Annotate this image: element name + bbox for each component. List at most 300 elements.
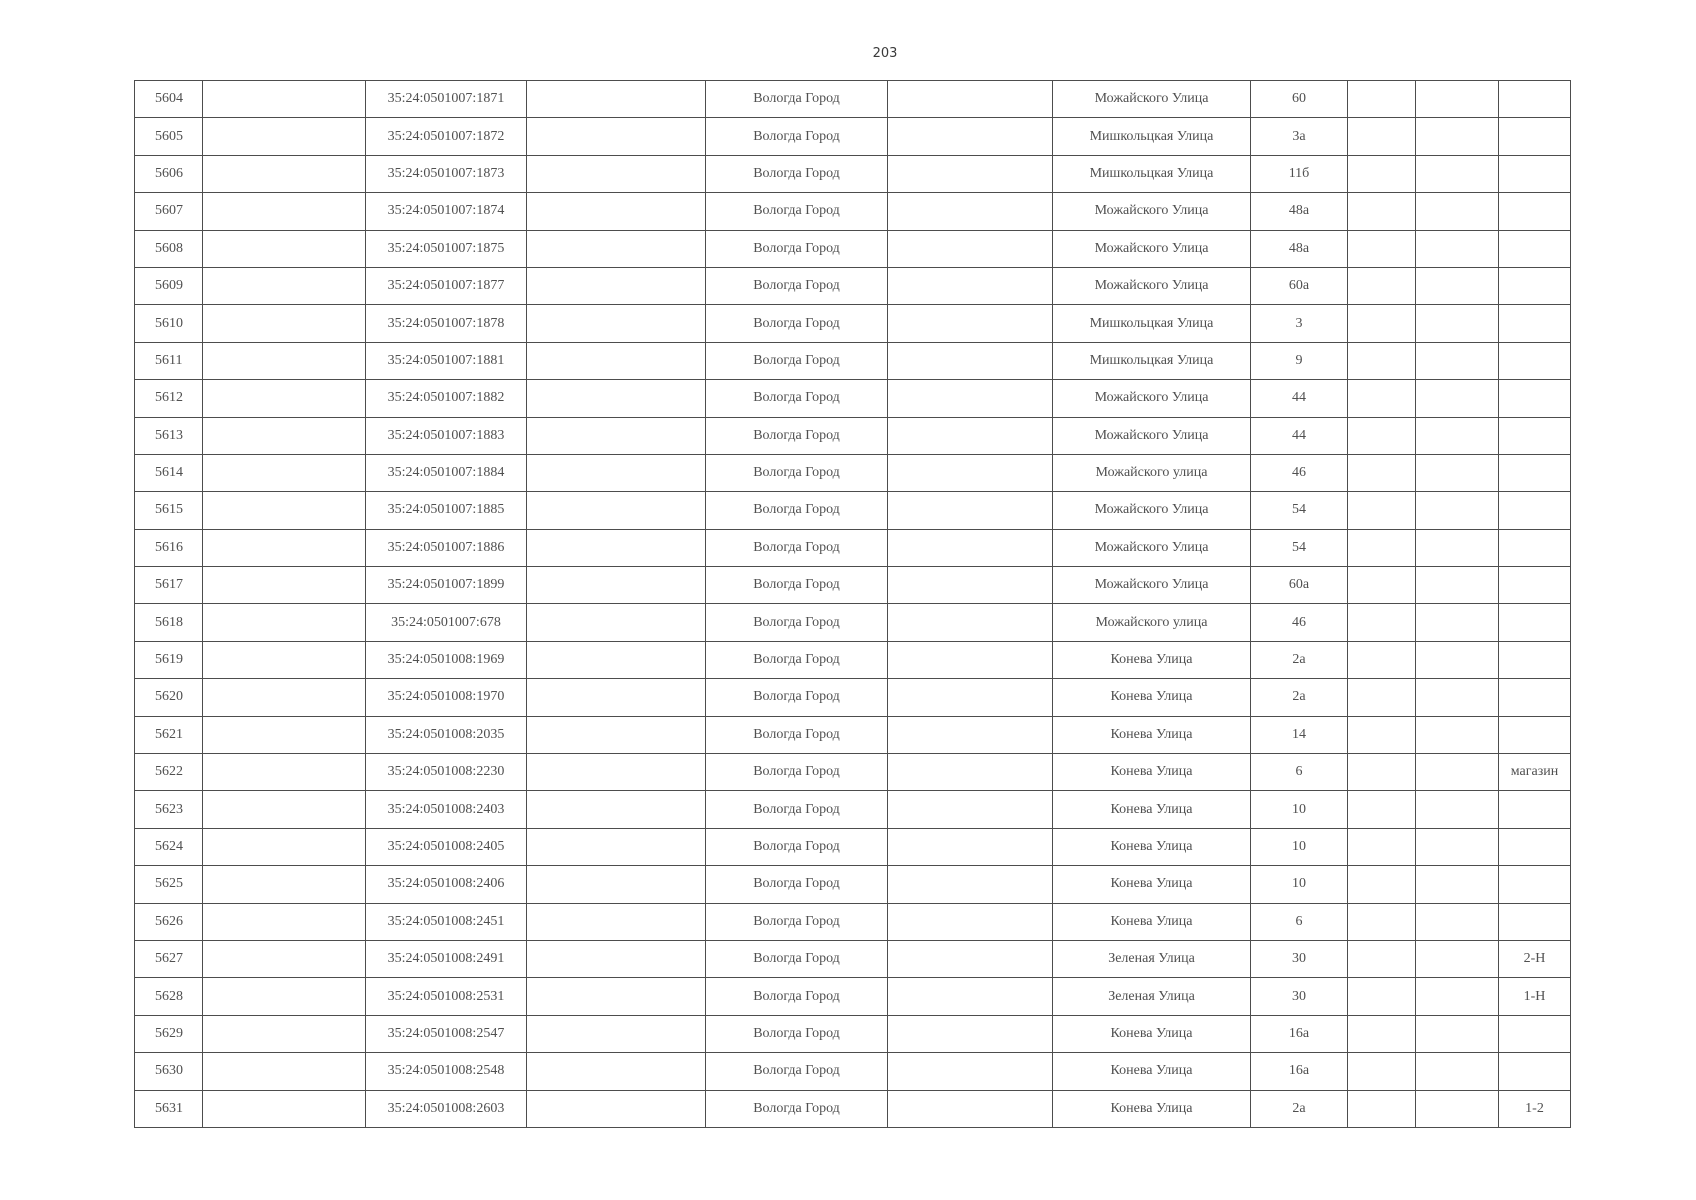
- cell-empty: [527, 230, 706, 267]
- cell-empty: [1348, 940, 1416, 977]
- cell-empty: [1348, 155, 1416, 192]
- cell-empty: [527, 81, 706, 118]
- cell-note: 1-2: [1499, 1090, 1571, 1127]
- cell-empty: [203, 417, 366, 454]
- cell-note: [1499, 567, 1571, 604]
- cell-empty: [888, 342, 1053, 379]
- cell-empty: [1416, 940, 1499, 977]
- cell-house: 60: [1251, 81, 1348, 118]
- cell-house: 54: [1251, 529, 1348, 566]
- cell-city: Вологда Город: [706, 567, 888, 604]
- cell-cadastral-number: 35:24:0501008:2451: [366, 903, 527, 940]
- cell-empty: [1416, 380, 1499, 417]
- cell-empty: [888, 978, 1053, 1015]
- cell-street: Можайского Улица: [1053, 567, 1251, 604]
- cell-city: Вологда Город: [706, 454, 888, 491]
- cell-city: Вологда Город: [706, 529, 888, 566]
- cell-street: Конева Улица: [1053, 1015, 1251, 1052]
- cell-cadastral-number: 35:24:0501007:1882: [366, 380, 527, 417]
- cell-note: [1499, 641, 1571, 678]
- table-row: [135, 492, 1571, 529]
- cell-house: 10: [1251, 791, 1348, 828]
- cell-empty: [527, 791, 706, 828]
- cell-empty: [203, 604, 366, 641]
- cell-street: Можайского улица: [1053, 604, 1251, 641]
- cell-house: 3: [1251, 305, 1348, 342]
- cell-empty: [1348, 1015, 1416, 1052]
- cell-empty: [888, 81, 1053, 118]
- cell-empty: [527, 342, 706, 379]
- cell-number: 5612: [135, 380, 203, 417]
- cell-empty: [203, 81, 366, 118]
- cell-house: 48а: [1251, 230, 1348, 267]
- cell-house: 10: [1251, 828, 1348, 865]
- cell-empty: [888, 230, 1053, 267]
- cell-empty: [203, 716, 366, 753]
- table-row: [135, 155, 1571, 192]
- cell-empty: [1416, 641, 1499, 678]
- cell-empty: [888, 529, 1053, 566]
- cell-empty: [888, 641, 1053, 678]
- cell-empty: [203, 118, 366, 155]
- table-row: [135, 118, 1571, 155]
- cell-cadastral-number: 35:24:0501008:2403: [366, 791, 527, 828]
- table-row: [135, 81, 1571, 118]
- cell-empty: [888, 567, 1053, 604]
- cell-empty: [203, 155, 366, 192]
- cell-empty: [203, 267, 366, 304]
- cell-empty: [888, 866, 1053, 903]
- cell-empty: [527, 679, 706, 716]
- cell-empty: [203, 1053, 366, 1090]
- cell-empty: [888, 193, 1053, 230]
- cell-cadastral-number: 35:24:0501007:1881: [366, 342, 527, 379]
- cell-empty: [203, 193, 366, 230]
- cell-note: [1499, 305, 1571, 342]
- cell-empty: [527, 380, 706, 417]
- cell-empty: [1416, 81, 1499, 118]
- cell-number: 5606: [135, 155, 203, 192]
- table-row: [135, 305, 1571, 342]
- cell-number: 5613: [135, 417, 203, 454]
- cell-empty: [1416, 903, 1499, 940]
- cell-street: Конева Улица: [1053, 679, 1251, 716]
- cell-empty: [888, 454, 1053, 491]
- cell-note: [1499, 716, 1571, 753]
- cell-note: [1499, 267, 1571, 304]
- cell-street: Конева Улица: [1053, 754, 1251, 791]
- cell-house: 16а: [1251, 1015, 1348, 1052]
- table-row: [135, 1090, 1571, 1127]
- cell-number: 5618: [135, 604, 203, 641]
- cell-street: Конева Улица: [1053, 903, 1251, 940]
- registry-body: [135, 81, 1571, 1128]
- cell-city: Вологда Город: [706, 716, 888, 753]
- cell-empty: [1416, 267, 1499, 304]
- cell-cadastral-number: 35:24:0501007:1899: [366, 567, 527, 604]
- cell-empty: [527, 267, 706, 304]
- cell-empty: [527, 641, 706, 678]
- cell-empty: [1348, 679, 1416, 716]
- cell-note: [1499, 380, 1571, 417]
- cell-cadastral-number: 35:24:0501007:1884: [366, 454, 527, 491]
- cell-empty: [1416, 791, 1499, 828]
- cell-note: [1499, 791, 1571, 828]
- cell-street: Можайского Улица: [1053, 230, 1251, 267]
- cell-house: 44: [1251, 417, 1348, 454]
- cell-empty: [203, 342, 366, 379]
- cell-city: Вологда Город: [706, 492, 888, 529]
- cell-street: Мишкольцкая Улица: [1053, 342, 1251, 379]
- cell-city: Вологда Город: [706, 866, 888, 903]
- cell-empty: [1348, 791, 1416, 828]
- cell-note: [1499, 417, 1571, 454]
- cell-number: 5630: [135, 1053, 203, 1090]
- cell-note: [1499, 342, 1571, 379]
- cell-empty: [1348, 903, 1416, 940]
- cell-empty: [527, 866, 706, 903]
- cell-empty: [1348, 380, 1416, 417]
- cell-empty: [1348, 81, 1416, 118]
- cell-empty: [203, 380, 366, 417]
- table-row: [135, 940, 1571, 977]
- cell-empty: [888, 791, 1053, 828]
- cell-empty: [1348, 978, 1416, 1015]
- cell-empty: [888, 417, 1053, 454]
- cell-cadastral-number: 35:24:0501008:1969: [366, 641, 527, 678]
- cell-empty: [888, 492, 1053, 529]
- table-row: [135, 529, 1571, 566]
- cell-house: 6: [1251, 754, 1348, 791]
- table-row: [135, 791, 1571, 828]
- cell-cadastral-number: 35:24:0501007:1871: [366, 81, 527, 118]
- cell-empty: [1348, 716, 1416, 753]
- cell-empty: [1416, 342, 1499, 379]
- cell-street: Конева Улица: [1053, 716, 1251, 753]
- cell-city: Вологда Город: [706, 604, 888, 641]
- cell-empty: [1416, 1090, 1499, 1127]
- cell-house: 60а: [1251, 567, 1348, 604]
- page-number: 203: [872, 46, 898, 61]
- cell-empty: [1348, 1053, 1416, 1090]
- cell-note: [1499, 492, 1571, 529]
- cell-street: Конева Улица: [1053, 1090, 1251, 1127]
- cell-note: магазин: [1499, 754, 1571, 791]
- cell-street: Можайского Улица: [1053, 267, 1251, 304]
- cell-city: Вологда Город: [706, 1015, 888, 1052]
- cell-house: 44: [1251, 380, 1348, 417]
- cell-note: [1499, 1053, 1571, 1090]
- cell-street: Конева Улица: [1053, 866, 1251, 903]
- cell-cadastral-number: 35:24:0501007:1875: [366, 230, 527, 267]
- cell-number: 5604: [135, 81, 203, 118]
- cell-house: 48а: [1251, 193, 1348, 230]
- cell-note: [1499, 679, 1571, 716]
- cell-note: 1-Н: [1499, 978, 1571, 1015]
- cell-city: Вологда Город: [706, 118, 888, 155]
- cell-city: Вологда Город: [706, 380, 888, 417]
- cell-house: 3а: [1251, 118, 1348, 155]
- cell-house: 30: [1251, 940, 1348, 977]
- cell-empty: [1416, 866, 1499, 903]
- cell-cadastral-number: 35:24:0501008:2406: [366, 866, 527, 903]
- cell-empty: [527, 305, 706, 342]
- cell-cadastral-number: 35:24:0501008:2405: [366, 828, 527, 865]
- cell-empty: [1416, 193, 1499, 230]
- cell-note: [1499, 193, 1571, 230]
- cell-street: Мишкольцкая Улица: [1053, 155, 1251, 192]
- cell-empty: [203, 492, 366, 529]
- cell-number: 5621: [135, 716, 203, 753]
- cell-cadastral-number: 35:24:0501007:1873: [366, 155, 527, 192]
- cell-street: Мишкольцкая Улица: [1053, 118, 1251, 155]
- cell-cadastral-number: 35:24:0501007:1872: [366, 118, 527, 155]
- cell-house: 10: [1251, 866, 1348, 903]
- cell-empty: [527, 529, 706, 566]
- cell-street: Можайского Улица: [1053, 492, 1251, 529]
- cell-number: 5615: [135, 492, 203, 529]
- cell-number: 5626: [135, 903, 203, 940]
- cell-city: Вологда Город: [706, 791, 888, 828]
- cell-empty: [203, 866, 366, 903]
- cell-empty: [888, 679, 1053, 716]
- cell-house: 60а: [1251, 267, 1348, 304]
- cell-cadastral-number: 35:24:0501008:2548: [366, 1053, 527, 1090]
- cell-empty: [527, 828, 706, 865]
- cell-number: 5627: [135, 940, 203, 977]
- table-row: [135, 267, 1571, 304]
- cell-empty: [203, 230, 366, 267]
- cell-house: 2а: [1251, 679, 1348, 716]
- cell-city: Вологда Город: [706, 641, 888, 678]
- cell-city: Вологда Город: [706, 81, 888, 118]
- cell-number: 5607: [135, 193, 203, 230]
- cell-street: Можайского Улица: [1053, 81, 1251, 118]
- cell-city: Вологда Город: [706, 193, 888, 230]
- cell-city: Вологда Город: [706, 978, 888, 1015]
- cell-empty: [1348, 492, 1416, 529]
- cell-empty: [888, 1015, 1053, 1052]
- cell-empty: [1416, 155, 1499, 192]
- cell-cadastral-number: 35:24:0501008:2531: [366, 978, 527, 1015]
- cell-house: 46: [1251, 454, 1348, 491]
- cell-empty: [1416, 417, 1499, 454]
- table-row: [135, 679, 1571, 716]
- cell-note: [1499, 1015, 1571, 1052]
- table-row: [135, 193, 1571, 230]
- table-row: [135, 866, 1571, 903]
- cell-note: [1499, 230, 1571, 267]
- cell-empty: [1416, 1015, 1499, 1052]
- cell-street: Конева Улица: [1053, 791, 1251, 828]
- cell-empty: [1348, 193, 1416, 230]
- cell-street: Можайского Улица: [1053, 380, 1251, 417]
- cell-number: 5614: [135, 454, 203, 491]
- cell-number: 5617: [135, 567, 203, 604]
- cell-city: Вологда Город: [706, 155, 888, 192]
- cell-empty: [1416, 754, 1499, 791]
- cell-cadastral-number: 35:24:0501007:1886: [366, 529, 527, 566]
- table-row: [135, 417, 1571, 454]
- cell-street: Можайского Улица: [1053, 417, 1251, 454]
- cell-empty: [1348, 454, 1416, 491]
- cell-cadastral-number: 35:24:0501007:678: [366, 604, 527, 641]
- table-row: [135, 454, 1571, 491]
- cell-street: Можайского Улица: [1053, 529, 1251, 566]
- cell-empty: [203, 679, 366, 716]
- cell-empty: [527, 118, 706, 155]
- cell-empty: [888, 716, 1053, 753]
- cell-city: Вологда Город: [706, 230, 888, 267]
- cell-cadastral-number: 35:24:0501007:1878: [366, 305, 527, 342]
- cell-number: 5622: [135, 754, 203, 791]
- cell-empty: [888, 380, 1053, 417]
- cell-cadastral-number: 35:24:0501008:2547: [366, 1015, 527, 1052]
- cell-city: Вологда Город: [706, 417, 888, 454]
- cell-empty: [527, 155, 706, 192]
- cell-empty: [1348, 828, 1416, 865]
- cell-city: Вологда Город: [706, 267, 888, 304]
- cell-city: Вологда Город: [706, 1090, 888, 1127]
- cell-city: Вологда Город: [706, 903, 888, 940]
- cell-empty: [527, 716, 706, 753]
- cell-note: [1499, 118, 1571, 155]
- cell-note: [1499, 155, 1571, 192]
- cell-empty: [203, 454, 366, 491]
- cell-empty: [203, 791, 366, 828]
- cell-empty: [527, 754, 706, 791]
- table-row: [135, 380, 1571, 417]
- cell-empty: [203, 978, 366, 1015]
- cell-empty: [527, 567, 706, 604]
- cell-house: 2а: [1251, 641, 1348, 678]
- cell-house: 46: [1251, 604, 1348, 641]
- cell-empty: [1348, 230, 1416, 267]
- cell-empty: [1348, 305, 1416, 342]
- cell-empty: [1416, 604, 1499, 641]
- cell-empty: [1348, 118, 1416, 155]
- cell-empty: [888, 1053, 1053, 1090]
- cell-note: [1499, 529, 1571, 566]
- table-row: [135, 903, 1571, 940]
- cell-number: 5616: [135, 529, 203, 566]
- cell-number: 5624: [135, 828, 203, 865]
- cell-street: Мишкольцкая Улица: [1053, 305, 1251, 342]
- cell-house: 6: [1251, 903, 1348, 940]
- cell-empty: [1348, 267, 1416, 304]
- cell-empty: [888, 940, 1053, 977]
- cell-house: 9: [1251, 342, 1348, 379]
- cell-empty: [1416, 567, 1499, 604]
- cell-house: 2а: [1251, 1090, 1348, 1127]
- cell-house: 16а: [1251, 1053, 1348, 1090]
- cell-cadastral-number: 35:24:0501007:1877: [366, 267, 527, 304]
- table-row: [135, 604, 1571, 641]
- cell-empty: [1416, 529, 1499, 566]
- cell-empty: [1416, 230, 1499, 267]
- cell-number: 5625: [135, 866, 203, 903]
- cell-city: Вологда Город: [706, 342, 888, 379]
- cell-empty: [888, 305, 1053, 342]
- cell-empty: [203, 567, 366, 604]
- cell-empty: [527, 1015, 706, 1052]
- cell-number: 5608: [135, 230, 203, 267]
- table-row: [135, 828, 1571, 865]
- table-row: [135, 978, 1571, 1015]
- table-row: [135, 567, 1571, 604]
- cell-empty: [1348, 1090, 1416, 1127]
- cell-empty: [1416, 716, 1499, 753]
- cell-empty: [1348, 754, 1416, 791]
- cell-empty: [888, 604, 1053, 641]
- cell-empty: [527, 940, 706, 977]
- cell-empty: [1416, 305, 1499, 342]
- cell-empty: [1416, 454, 1499, 491]
- table-row: [135, 1053, 1571, 1090]
- cell-number: 5609: [135, 267, 203, 304]
- cell-empty: [1348, 567, 1416, 604]
- cell-empty: [203, 1090, 366, 1127]
- cell-empty: [1348, 529, 1416, 566]
- cell-city: Вологда Город: [706, 940, 888, 977]
- cell-note: 2-Н: [1499, 940, 1571, 977]
- cell-empty: [1416, 978, 1499, 1015]
- cell-empty: [527, 492, 706, 529]
- cell-house: 30: [1251, 978, 1348, 1015]
- table-row: [135, 230, 1571, 267]
- cell-cadastral-number: 35:24:0501007:1885: [366, 492, 527, 529]
- table-row: [135, 342, 1571, 379]
- cell-number: 5629: [135, 1015, 203, 1052]
- cell-empty: [888, 754, 1053, 791]
- cell-city: Вологда Город: [706, 679, 888, 716]
- cell-street: Конева Улица: [1053, 828, 1251, 865]
- table-row: [135, 641, 1571, 678]
- cell-cadastral-number: 35:24:0501008:2035: [366, 716, 527, 753]
- cell-cadastral-number: 35:24:0501008:1970: [366, 679, 527, 716]
- cell-house: 54: [1251, 492, 1348, 529]
- cell-city: Вологда Город: [706, 754, 888, 791]
- cell-note: [1499, 866, 1571, 903]
- table-row: [135, 1015, 1571, 1052]
- cell-empty: [203, 828, 366, 865]
- cell-empty: [203, 305, 366, 342]
- registry-table: [134, 80, 1571, 1128]
- cell-house: 14: [1251, 716, 1348, 753]
- table-row: [135, 754, 1571, 791]
- cell-street: Можайского Улица: [1053, 193, 1251, 230]
- cell-cadastral-number: 35:24:0501007:1874: [366, 193, 527, 230]
- cell-empty: [1348, 866, 1416, 903]
- cell-empty: [1416, 679, 1499, 716]
- cell-number: 5623: [135, 791, 203, 828]
- cell-empty: [888, 1090, 1053, 1127]
- cell-city: Вологда Город: [706, 305, 888, 342]
- cell-number: 5605: [135, 118, 203, 155]
- cell-empty: [527, 193, 706, 230]
- cell-empty: [203, 641, 366, 678]
- cell-city: Вологда Город: [706, 1053, 888, 1090]
- cell-number: 5610: [135, 305, 203, 342]
- cell-empty: [1416, 492, 1499, 529]
- cell-empty: [203, 940, 366, 977]
- cell-empty: [888, 828, 1053, 865]
- cell-empty: [888, 267, 1053, 304]
- cell-empty: [1416, 828, 1499, 865]
- cell-city: Вологда Город: [706, 828, 888, 865]
- cell-empty: [1416, 118, 1499, 155]
- cell-number: 5620: [135, 679, 203, 716]
